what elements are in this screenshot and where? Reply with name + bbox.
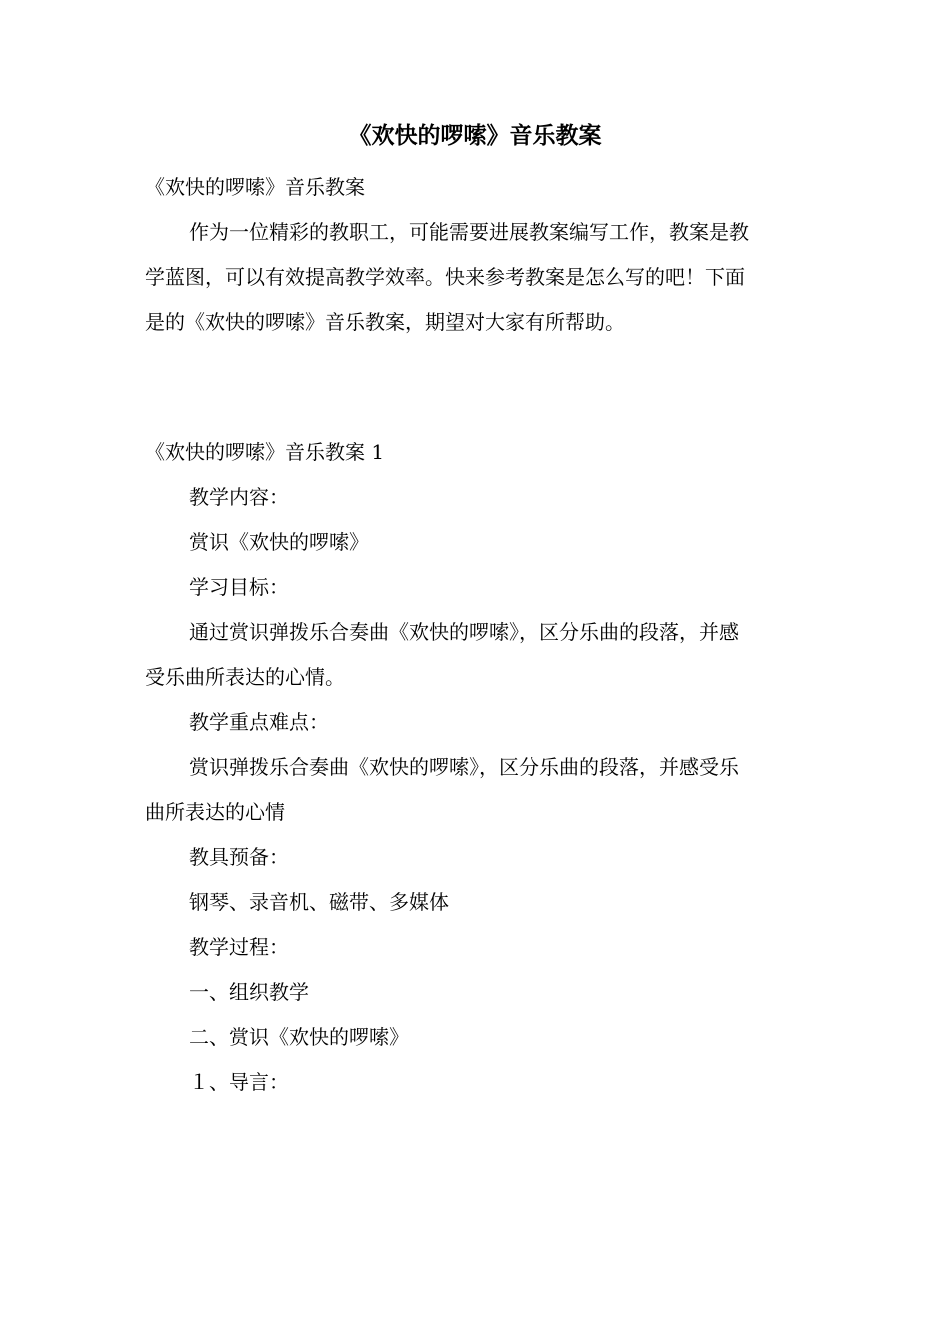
process-step-1: 一、组织教学: [189, 980, 309, 1004]
teaching-content: 赏识《欢快的啰嗦》: [189, 530, 369, 554]
document-title: 《欢快的啰嗦》音乐教案: [348, 123, 602, 149]
intro-line-3: 是的《欢快的啰嗦》音乐教案，期望对大家有所帮助。: [145, 310, 625, 334]
tools-label: 教具预备：: [189, 845, 289, 869]
process-step-2-1: １、导言：: [189, 1070, 289, 1094]
intro-line-1: 作为一位精彩的教职工，可能需要进展教案编写工作，教案是教: [189, 220, 749, 244]
learning-goal-line-1: 通过赏识弹拨乐合奏曲《欢快的啰嗦》，区分乐曲的段落，并感: [189, 620, 739, 644]
key-points-label: 教学重点难点：: [189, 710, 329, 734]
learning-goal-line-2: 受乐曲所表达的心情。: [145, 665, 345, 689]
process-label: 教学过程：: [189, 935, 289, 959]
section-heading: 《欢快的啰嗦》音乐教案 1: [145, 440, 385, 464]
document-subtitle: 《欢快的啰嗦》音乐教案: [145, 175, 365, 199]
key-points-line-2: 曲所表达的心情: [145, 800, 285, 824]
learning-goal-label: 学习目标：: [189, 575, 289, 599]
intro-line-2: 学蓝图，可以有效提高教学效率。快来参考教案是怎么写的吧！下面: [145, 265, 745, 289]
teaching-content-label: 教学内容：: [189, 485, 289, 509]
process-step-2: 二、赏识《欢快的啰嗦》: [189, 1025, 409, 1049]
key-points-line-1: 赏识弹拨乐合奏曲《欢快的啰嗦》，区分乐曲的段落，并感受乐: [189, 755, 739, 779]
tools-list: 钢琴、录音机、磁带、多媒体: [189, 890, 449, 914]
